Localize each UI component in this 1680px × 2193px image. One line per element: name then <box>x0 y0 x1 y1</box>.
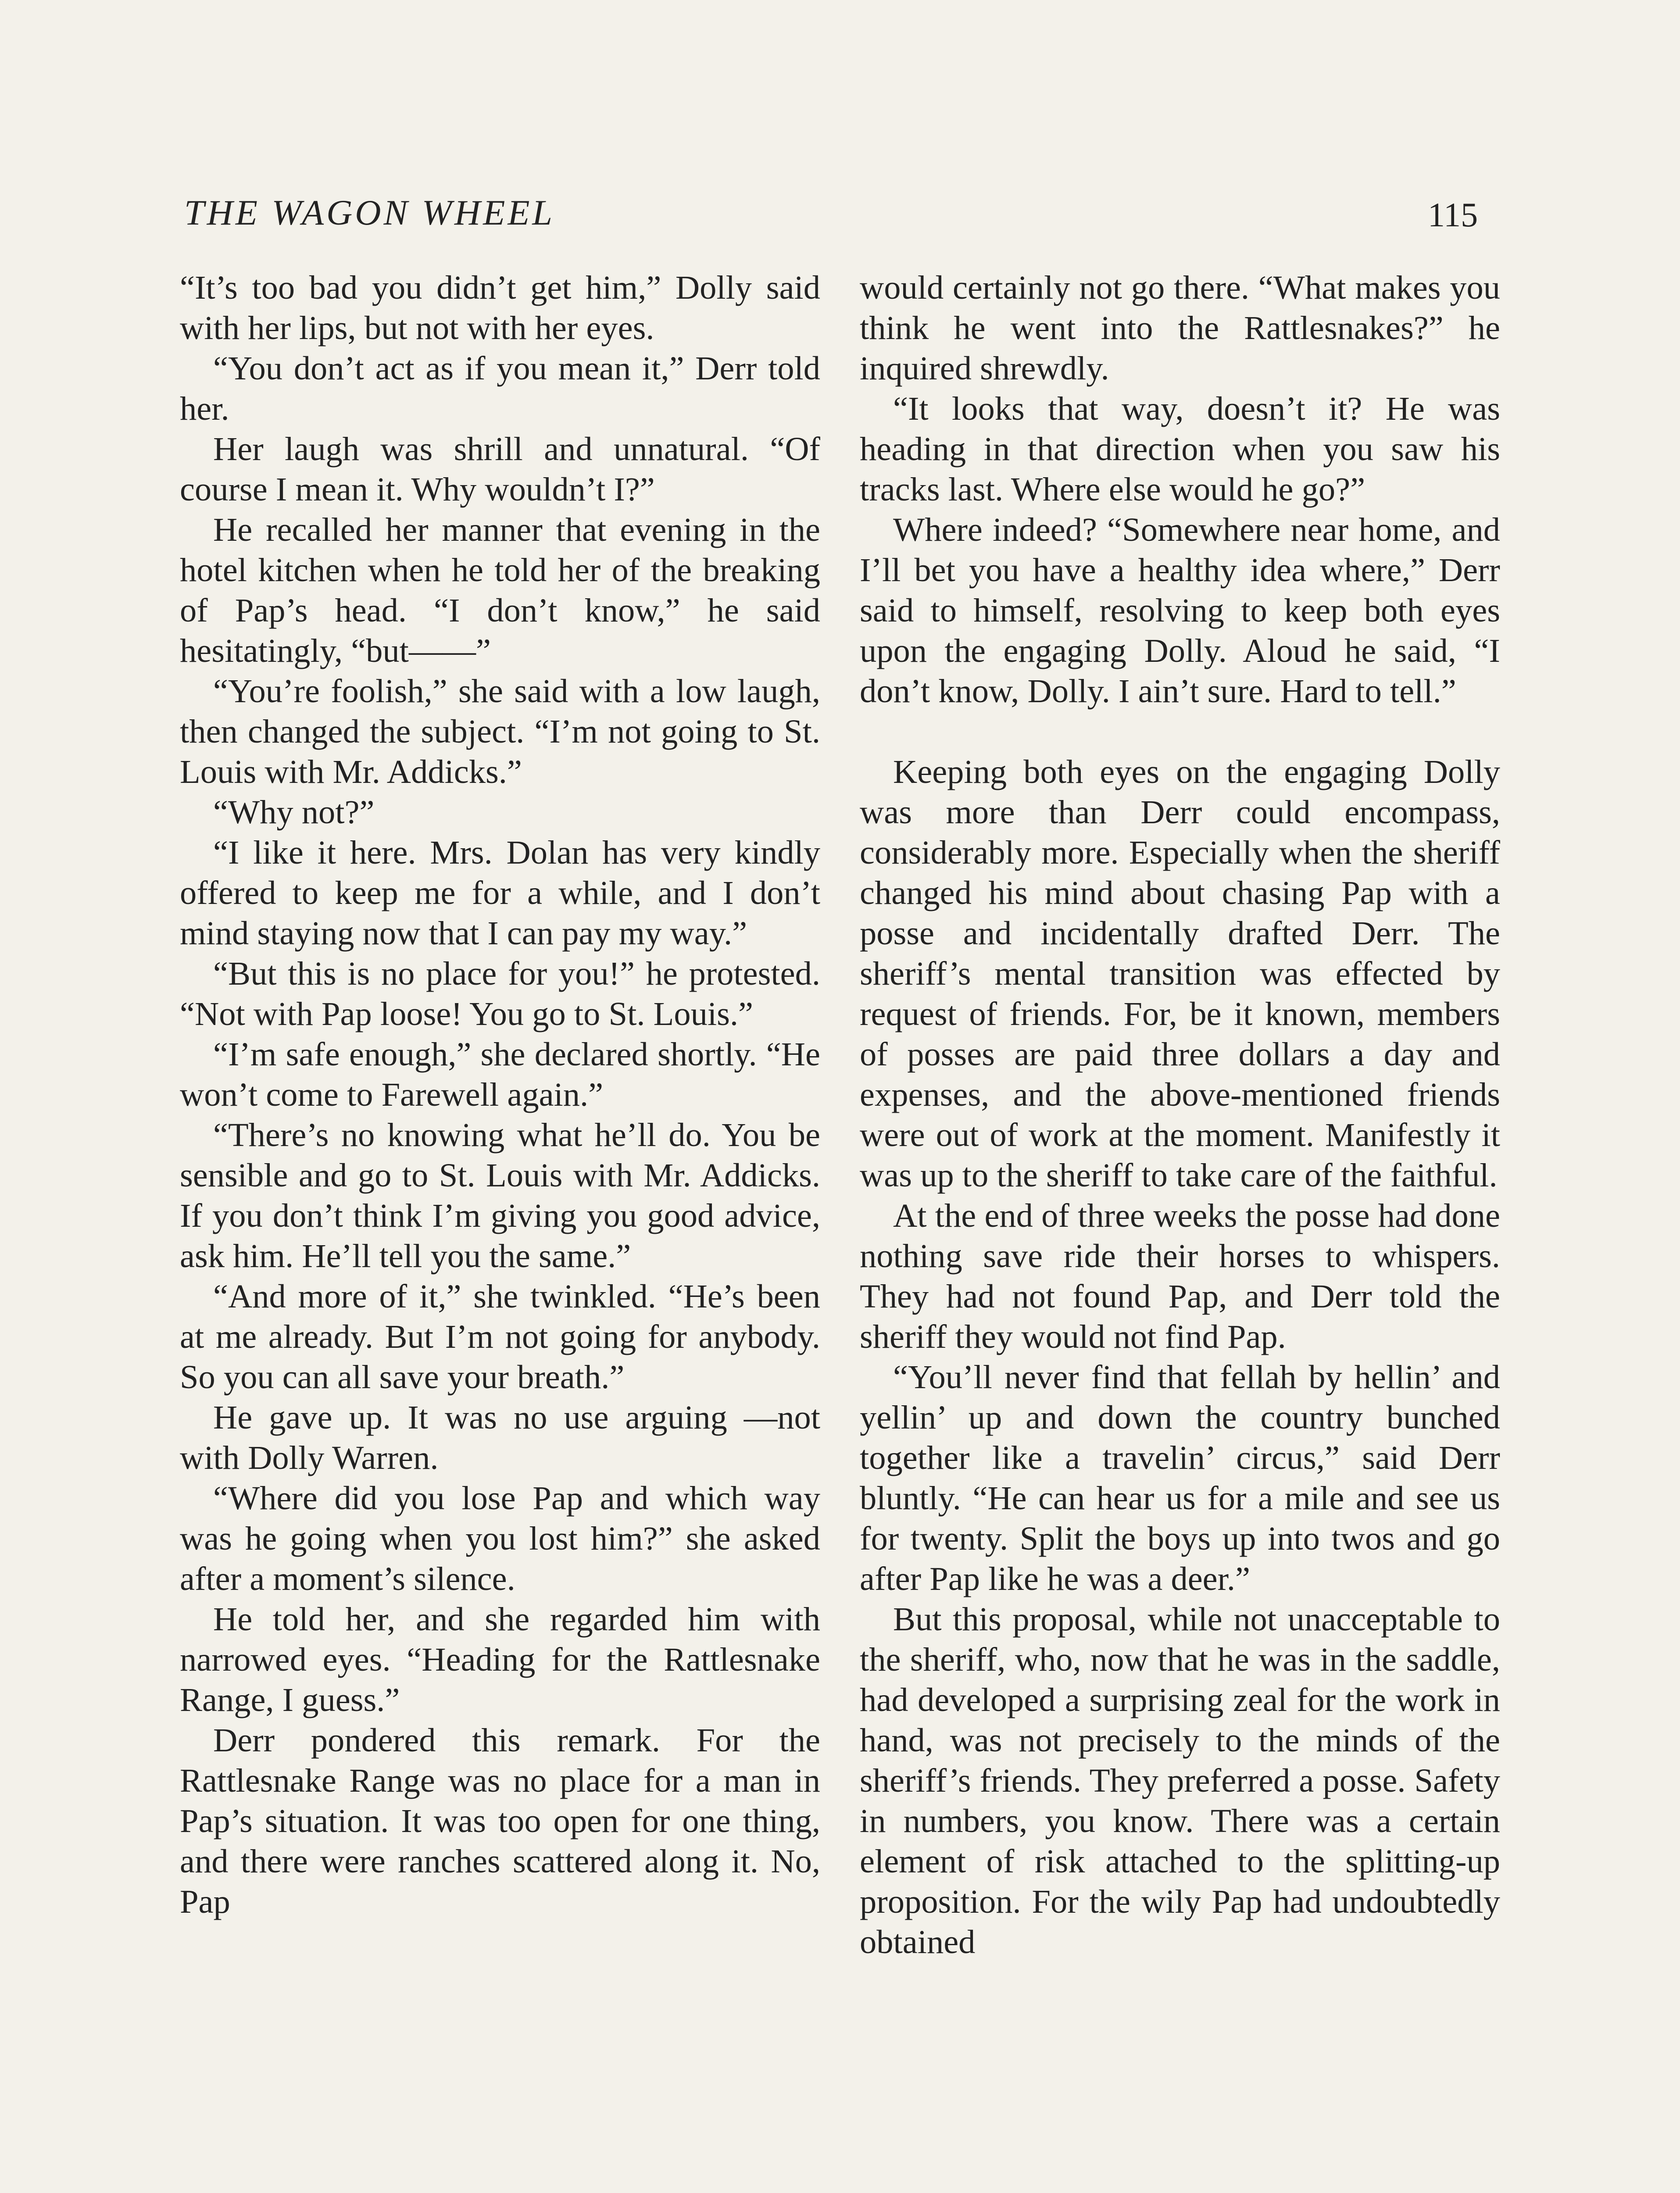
paragraph: He told her, and she regarded him with narrowed eyes. “Heading for the Rattlesnake Range, I guess.” <box>180 1600 820 1718</box>
paragraph: “There’s no knowing what he’ll do. You be sensible and go to St. Louis with Mr. Addicks. If you don’t think I’m giving you good advice, ask him. He’ll tell you the same.” <box>180 1116 820 1275</box>
paragraph: “Why not?” <box>213 793 375 831</box>
paragraph: “I’m safe enough,” she declared shortly. “He won’t come to Farewell again.” <box>180 1036 820 1113</box>
paragraph: “You’re foolish,” she said with a low laugh, then changed the subject. “I’m not going to St. Louis with Mr. Addicks.” <box>180 672 820 790</box>
paragraph: But this proposal, while not unacceptable to the sheriff, who, now that he was in the saddle, had developed a surprising zeal for the work in hand, was not precisely to the minds of the sheriff’s friends. They preferred a posse. Safety in numbers, you know. There was a certain element of risk attached to the splitting-up proposition. For the wily Pap had undoubtedly obtained <box>860 1600 1500 1961</box>
paragraph: “It looks that way, doesn’t it? He was heading in that direction when you saw his tracks last. Where else would he go?” <box>860 390 1500 508</box>
paragraph: “You don’t act as if you mean it,” Derr told her. <box>180 350 820 427</box>
right-text-column <box>860 268 1500 1962</box>
paragraph: “You’ll never find that fellah by hellin’ and yellin’ up and down the country bunched together like a travelin’ circus,” said Derr bluntly. “He can hear us for a mile and see us for twenty. Split the boys up into twos and go after Pap like he was a deer.” <box>860 1358 1500 1597</box>
running-head-title: THE WAGON WHEEL <box>184 193 555 232</box>
paragraph: “But this is no place for you!” he protested. “Not with Pap loose! You go to St. Louis.” <box>180 955 820 1032</box>
paragraph: “It’s too bad you didn’t get him,” Dolly said with her lips, but not with her eyes. <box>180 269 820 346</box>
paragraph: At the end of three weeks the posse had done nothing save ride their horses to whispers. They had not found Pap, and Derr told the sheriff they would not find Pap. <box>860 1197 1500 1355</box>
left-text-column <box>180 268 820 1922</box>
paragraph: He gave up. It was no use arguing —not with Dolly Warren. <box>180 1399 820 1476</box>
paragraph: Keeping both eyes on the engaging Dolly was more than Derr could encompass, considerably more. Especially when the sheriff changed his mind about chasing Pap with a posse and incidentally drafted Derr. The sheriff’s mental transition was effected by request of friends. For, be it known, members of posses are paid three dollars a day and expenses, and the above-mentioned friends were out of work at the moment. Manifestly it was up to the sheriff to take care of the faithful. <box>860 753 1500 1194</box>
paragraph: “Where did you lose Pap and which way was he going when you lost him?” she asked after a moment’s silence. <box>180 1479 820 1597</box>
page-number: 115 <box>1428 196 1478 234</box>
paragraph: Where indeed? “Somewhere near home, and I’ll bet you have a healthy idea where,” Derr said to himself, resolving to keep both eyes upon the engaging Dolly. Aloud he said, “I don’t know, Dolly. I ain’t sure. Hard to tell.” <box>860 511 1500 710</box>
paragraph: “And more of it,” she twinkled. “He’s been at me already. But I’m not going for anybody. So you can all save your breath.” <box>180 1278 820 1396</box>
paragraph: He recalled her manner that evening in the hotel kitchen when he told her of the breaking of Pap’s head. “I don’t know,” he said hesitatingly, “but——” <box>180 511 820 669</box>
paragraph: Derr pondered this remark. For the Rattlesnake Range was no place for a man in Pap’s situation. It was too open for one thing, and there were ranches scattered along it. No, Pap <box>180 1722 820 1920</box>
paragraph: Her laugh was shrill and unnatural. “Of course I mean it. Why wouldn’t I?” <box>180 430 820 508</box>
paragraph: would certainly not go there. “What makes you think he went into the Rattlesnakes?” he inquired shrewdly. <box>860 269 1500 387</box>
paragraph: “I like it here. Mrs. Dolan has very kindly offered to keep me for a while, and I don’t mind staying now that I can pay my way.” <box>180 834 820 952</box>
